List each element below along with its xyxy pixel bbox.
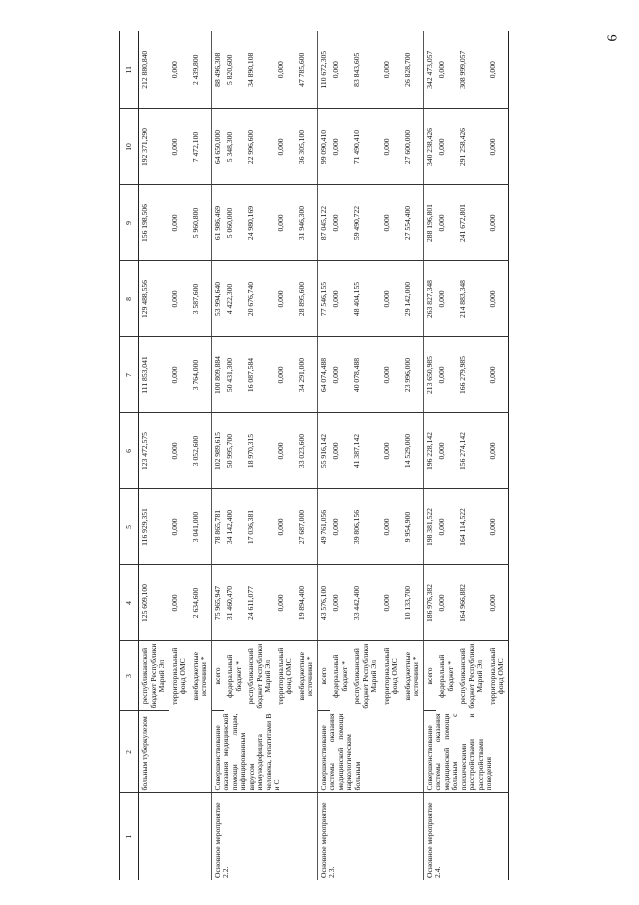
amount-cell: 50 431,300 [224,337,245,413]
amount-cell: 156 274,142 [457,413,487,489]
amount-cell: 340 238,426 [423,109,436,185]
amount-cell: 288 196,801 [423,185,436,261]
amount-cell: 0,000 [487,261,509,337]
funding-source: внебюджетные источники * [190,652,208,701]
amount-cell: 0,000 [487,413,509,489]
column-header: 5 [120,489,139,565]
event-name: Совершенствование оказания медицинской помощи лицам, инфицированным вирусом иммунодефицита человека, гепатитами В и С [211,711,317,793]
amount-cell: 59 490,722 [351,185,381,261]
amount-cell: 0,000 [275,565,296,641]
amount-cell: 34 890,108 [245,31,275,109]
amount-cell: 214 883,348 [457,261,487,337]
funding-source: республиканский бюджет Республики Марий Эл [458,643,484,709]
amount-cell: 0,000 [275,337,296,413]
amount-cell: 77 546,155 [317,261,330,337]
column-header: 11 [120,31,139,109]
column-header: 1 [120,793,139,880]
amount-cell: 0,000 [487,565,509,641]
amount-cell: 0,000 [436,185,457,261]
amount-cell: 0,000 [330,565,351,641]
column-header: 10 [120,109,139,185]
amount-cell: 20 676,740 [245,261,275,337]
amount-cell: 7 472,100 [190,109,212,185]
amount-cell: 26 828,700 [402,31,424,109]
amount-cell: 110 672,305 [317,31,330,109]
amount-cell: 36 305,100 [296,109,318,185]
funding-source: территориальный фонд ОМС [381,647,399,705]
table-header-row [120,31,139,880]
amount-cell: 33 023,600 [296,413,318,489]
table-row [423,31,436,880]
amount-cell: 22 996,600 [245,109,275,185]
amount-cell: 55 916,142 [317,413,330,489]
amount-cell: 0,000 [436,109,457,185]
amount-cell: 28 895,600 [296,261,318,337]
amount-cell: 39 806,156 [351,489,381,565]
amount-cell: 0,000 [275,31,296,109]
amount-cell: 0,000 [169,337,190,413]
funding-source: федеральный бюджет * [225,654,243,698]
amount-cell: 16 087,584 [245,337,275,413]
funding-source: всего [211,641,224,711]
amount-cell: 88 496,308 [211,31,224,109]
column-header: 2 [120,711,139,793]
amount-cell: 5 348,300 [224,109,245,185]
event-name: Совершенствование системы оказания медицинской помощи наркологическим больным [317,711,423,793]
amount-cell: 0,000 [436,261,457,337]
amount-cell: 0,000 [169,185,190,261]
amount-cell: 14 529,000 [402,413,424,489]
funding-source: территориальный фонд ОМС [487,647,505,705]
amount-cell: 33 442,400 [351,565,381,641]
amount-cell: 0,000 [436,337,457,413]
amount-cell: 0,000 [169,109,190,185]
event-label: Основное мероприятие 2.4. [423,793,508,880]
amount-cell: 0,000 [487,31,509,109]
amount-cell: 43 576,100 [317,565,330,641]
amount-cell: 3 764,000 [190,337,212,413]
amount-cell: 0,000 [169,413,190,489]
amount-cell: 0,000 [381,185,402,261]
amount-cell: 10 133,700 [402,565,424,641]
funding-source: всего [317,641,330,711]
table-row [139,31,169,880]
amount-cell: 47 785,600 [296,31,318,109]
column-header: 9 [120,185,139,261]
event-label [139,793,212,880]
amount-cell: 31 460,470 [224,565,245,641]
amount-cell: 5 060,000 [224,185,245,261]
amount-cell: 164 114,522 [457,489,487,565]
funding-source: республиканский бюджет Республики Марий Эл [139,641,169,711]
amount-cell: 0,000 [436,413,457,489]
amount-cell: 64 650,000 [211,109,224,185]
funding-source: федеральный бюджет * [437,654,455,698]
amount-cell: 24 980,169 [245,185,275,261]
amount-cell: 129 488,556 [139,261,169,337]
amount-cell: 0,000 [330,489,351,565]
amount-cell: 0,000 [275,109,296,185]
amount-cell: 0,000 [436,489,457,565]
event-name: Совершенствование системы оказания медицинской помощи больным с психическими расстройствами и расстройствами поведения [423,711,508,793]
amount-cell: 9 954,900 [402,489,424,565]
amount-cell: 31 946,300 [296,185,318,261]
amount-cell: 196 228,142 [423,413,436,489]
amount-cell: 78 865,781 [211,489,224,565]
amount-cell: 198 381,522 [423,489,436,565]
amount-cell: 0,000 [381,413,402,489]
amount-cell: 34 291,000 [296,337,318,413]
amount-cell: 41 387,142 [351,413,381,489]
amount-cell: 2 439,800 [190,31,212,109]
amount-cell: 0,000 [487,337,509,413]
amount-cell: 64 074,488 [317,337,330,413]
amount-cell: 0,000 [275,185,296,261]
amount-cell: 29 142,000 [402,261,424,337]
amount-cell: 53 994,640 [211,261,224,337]
amount-cell: 102 989,615 [211,413,224,489]
amount-cell: 0,000 [169,31,190,109]
amount-cell: 17 036,381 [245,489,275,565]
funding-source: республиканский бюджет Республики Марий Эл [246,643,272,709]
column-header: 7 [120,337,139,413]
amount-cell: 111 853,041 [139,337,169,413]
amount-cell: 75 965,947 [211,565,224,641]
amount-cell: 0,000 [169,489,190,565]
amount-cell: 19 894,400 [296,565,318,641]
amount-cell: 40 078,488 [351,337,381,413]
amount-cell: 0,000 [330,31,351,109]
amount-cell: 83 843,605 [351,31,381,109]
column-header: 8 [120,261,139,337]
amount-cell: 212 880,840 [139,31,169,109]
amount-cell: 27 554,400 [402,185,424,261]
amount-cell: 71 490,410 [351,109,381,185]
amount-cell: 164 966,882 [457,565,487,641]
amount-cell: 23 996,000 [402,337,424,413]
column-header: 4 [120,565,139,641]
table-body [139,31,509,880]
amount-cell: 166 279,985 [457,337,487,413]
amount-cell: 263 827,348 [423,261,436,337]
amount-cell: 125 609,100 [139,565,169,641]
amount-cell: 61 986,469 [211,185,224,261]
amount-cell: 5 820,600 [224,31,245,109]
event-label: Основное мероприятие 2.3. [317,793,423,880]
event-name: больным туберкулезом [139,711,212,793]
funding-source: внебюджетные источники * [402,652,420,701]
amount-cell: 123 472,575 [139,413,169,489]
amount-cell: 5 960,800 [190,185,212,261]
amount-cell: 0,000 [330,413,351,489]
amount-cell: 0,000 [381,261,402,337]
amount-cell: 3 041,000 [190,489,212,565]
amount-cell: 49 761,056 [317,489,330,565]
amount-cell: 24 611,077 [245,565,275,641]
amount-cell: 50 995,700 [224,413,245,489]
amount-cell: 0,000 [169,261,190,337]
amount-cell: 0,000 [487,489,509,565]
column-header: 6 [120,413,139,489]
amount-cell: 0,000 [330,109,351,185]
amount-cell: 116 929,351 [139,489,169,565]
funding-source: республиканский бюджет Республики Марий Эл [352,643,378,709]
page-number: 6 [605,34,621,42]
amount-cell: 0,000 [330,185,351,261]
amount-cell: 0,000 [381,565,402,641]
amount-cell: 0,000 [381,489,402,565]
amount-cell: 0,000 [487,185,509,261]
amount-cell: 0,000 [381,337,402,413]
funding-table [119,31,509,880]
amount-cell: 213 650,985 [423,337,436,413]
amount-cell: 4 422,300 [224,261,245,337]
amount-cell: 0,000 [487,109,509,185]
amount-cell: 186 976,382 [423,565,436,641]
amount-cell: 87 045,122 [317,185,330,261]
amount-cell: 0,000 [381,109,402,185]
amount-cell: 48 404,155 [351,261,381,337]
amount-cell: 0,000 [381,31,402,109]
funding-source: федеральный бюджет * [331,654,349,698]
amount-cell: 0,000 [275,413,296,489]
amount-cell: 18 970,315 [245,413,275,489]
amount-cell: 342 473,057 [423,31,436,109]
amount-cell: 0,000 [436,31,457,109]
amount-cell: 308 999,057 [457,31,487,109]
amount-cell: 0,000 [169,565,190,641]
funding-source: территориальный фонд ОМС [275,647,293,705]
amount-cell: 0,000 [330,261,351,337]
amount-cell: 192 371,290 [139,109,169,185]
amount-cell: 0,000 [436,565,457,641]
amount-cell: 291 258,426 [457,109,487,185]
amount-cell: 34 142,400 [224,489,245,565]
amount-cell: 0,000 [275,261,296,337]
event-label: Основное мероприятие 2.2. [211,793,317,880]
amount-cell: 3 587,600 [190,261,212,337]
amount-cell: 99 090,410 [317,109,330,185]
amount-cell: 2 634,600 [190,565,212,641]
amount-cell: 241 672,801 [457,185,487,261]
rotated-table-container [119,35,614,880]
amount-cell: 156 198,506 [139,185,169,261]
amount-cell: 3 052,600 [190,413,212,489]
amount-cell: 27 600,000 [402,109,424,185]
amount-cell: 0,000 [275,489,296,565]
funding-source: всего [423,641,436,711]
amount-cell: 0,000 [330,337,351,413]
table-row [211,31,224,880]
funding-source: территориальный фонд ОМС [169,647,187,705]
table-row [317,31,330,880]
column-header: 3 [120,641,139,711]
amount-cell: 100 809,884 [211,337,224,413]
amount-cell: 27 687,000 [296,489,318,565]
funding-source: внебюджетные источники * [296,652,314,701]
